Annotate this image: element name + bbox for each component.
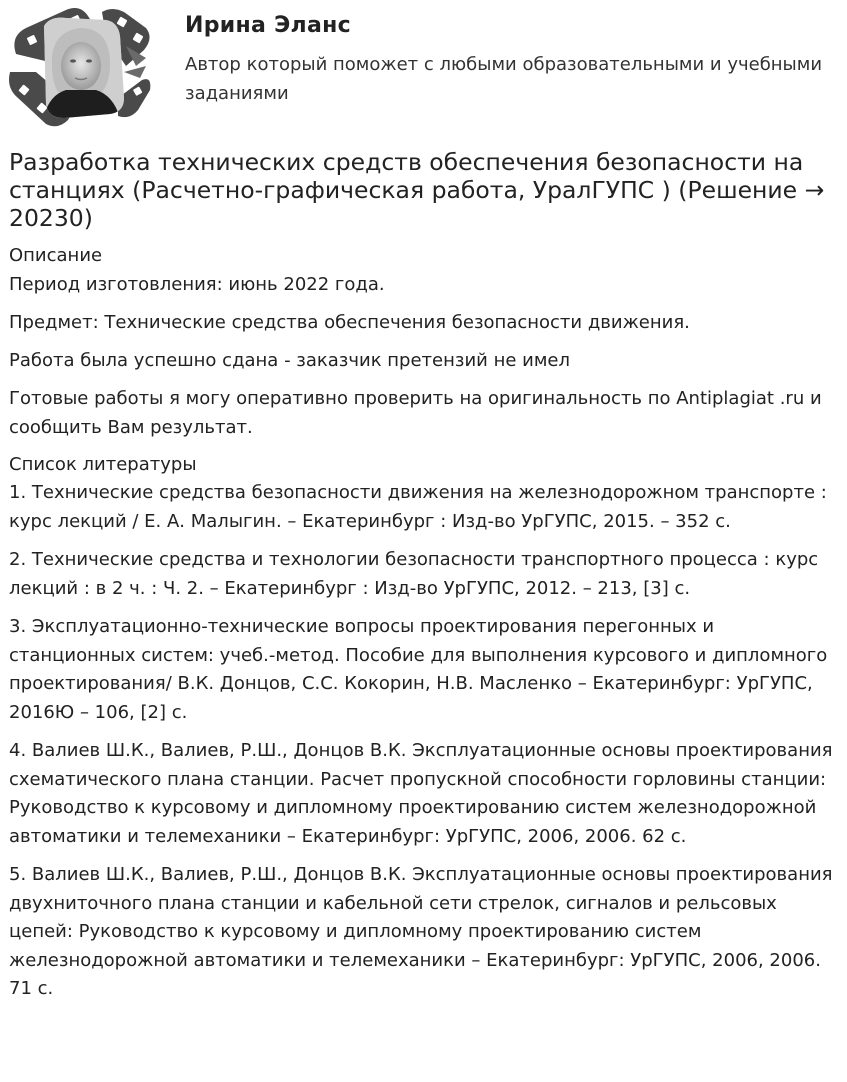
literature-item: 1. Технические средства безопасности движения на железнодорожном транспорте : курс лекций / Е. А. Малыгин. – Екатеринбург : Изд-во УрГУПС, 2015. – 352 с. [9, 482, 827, 532]
work-content [9, 148, 839, 1014]
literature-item: 5. Валиев Ш.К., Валиев, Р.Ш., Донцов В.К. Эксплуатационные основы проектирования двухниточного плана станции и кабельной сети стрелок, сигналов и рельсовых цепей: Руководство к курсовому и дипломному проектированию систем железнодорожной автоматики и телемеханики – Екатеринбург: УрГУПС, 2006, 2006. 71 с. [9, 864, 833, 999]
description-paragraph: Период изготовления: июнь 2022 года. [9, 274, 385, 295]
author-name[interactable]: Ирина Эланс [185, 13, 351, 38]
description-label: Описание [9, 245, 103, 266]
description-paragraph: Предмет: Технические средства обеспечения безопасности движения. [9, 312, 690, 333]
literature-label: Список литературы [9, 454, 197, 475]
page-title: Разработка технических средств обеспечения безопасности на станциях (Расчетно-графическая работа, УралГУПС ) (Решение → 20230) [9, 148, 825, 232]
literature-item: 4. Валиев Ш.К., Валиев, Р.Ш., Донцов В.К. Эксплуатационные основы проектирования схематического плана станции. Расчет пропускной способности горловины станции: Руководство к курсовому и дипломному проектированию систем железнодорожной автоматики и телемеханики – Екатеринбург: УрГУПС, 2006, 2006. 62 с. [9, 740, 833, 847]
literature-item: 2. Технические средства и технологии безопасности транспортного процесса : курс лекций : в 2 ч. : Ч. 2. – Екатеринбург : Изд-во УрГУПС, 2012. – 213, [3] с. [9, 549, 819, 599]
description-paragraph: Работа была успешно сдана - заказчик претензий не имел [9, 350, 570, 371]
author-avatar [6, 6, 152, 128]
author-block [0, 0, 847, 130]
description-paragraph: Готовые работы я могу оперативно проверить на оригинальность по Antiplagiat .ru и сообщить Вам результат. [9, 388, 822, 438]
author-description: Автор который поможет с любыми образовательными и учебными заданиями [185, 54, 823, 104]
literature-item: 3. Эксплуатационно-технические вопросы проектирования перегонных и станционных систем: учеб.-метод. Пособие для выполнения курсового и дипломного проектирования/ В.К. Донцов, С.С. Кокорин, Н.В. Масленко – Екатеринбург: УрГУПС, 2016Ю – 106, [2] с. [9, 616, 828, 723]
